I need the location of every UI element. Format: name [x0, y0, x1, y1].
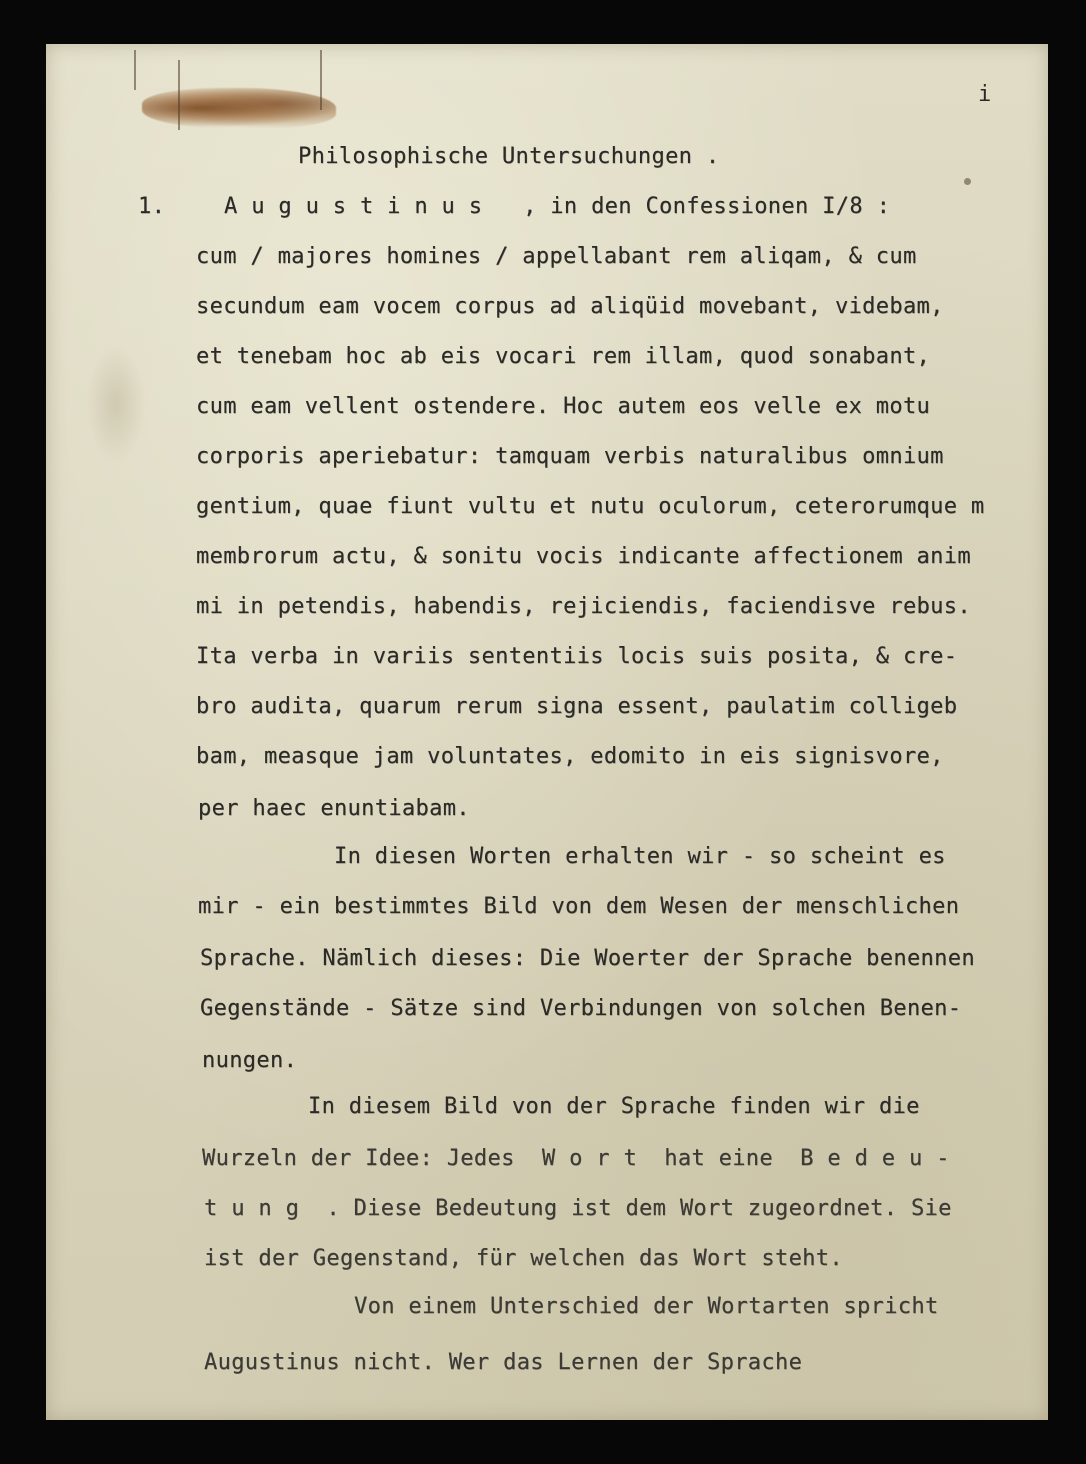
- text-line: Sprache. Nämlich dieses: Die Woerter der Sprache benennen: [200, 946, 975, 971]
- text-line: bam, measque jam voluntates, edomito in eis signisvore,: [196, 744, 944, 769]
- text-line: Augustinus nicht. Wer das Lernen der Sprache: [204, 1350, 803, 1375]
- text-line: Gegenstände - Sätze sind Verbindungen von solchen Benen-: [200, 996, 962, 1021]
- tape-residue: [130, 50, 340, 130]
- text-line: gentium, quae fiunt vultu et nutu oculorum, ceterorumque m: [196, 494, 985, 519]
- text-line: secundum eam vocem corpus ad aliqüid movebant, videbam,: [196, 294, 944, 319]
- text-line: In diesen Worten erhalten wir - so scheint es: [334, 844, 946, 869]
- paper-stain: [86, 344, 146, 464]
- text-line: Wurzeln der Idee: Jedes W o r t hat eine B e d e u -: [202, 1146, 950, 1171]
- text-line: In diesem Bild von der Sprache finden wir die: [308, 1094, 920, 1119]
- text-line: corporis aperiebatur: tamquam verbis naturalibus omnium: [196, 444, 944, 469]
- text-line: t u n g . Diese Bedeutung ist dem Wort zugeordnet. Sie: [204, 1196, 952, 1221]
- typescript-page: [46, 44, 1048, 1420]
- text-line: mi in petendis, habendis, rejiciendis, faciendisve rebus.: [196, 594, 971, 619]
- document-title: Philosophische Untersuchungen .: [298, 144, 720, 169]
- text-line: mir - ein bestimmtes Bild von dem Wesen der menschlichen: [198, 894, 960, 919]
- section-number: 1.: [138, 194, 166, 219]
- text-line: cum eam vellent ostendere. Hoc autem eos velle ex motu: [196, 394, 931, 419]
- text-line: membrorum actu, & sonitu vocis indicante affectionem anim: [196, 544, 971, 569]
- text-line: per haec enuntiabam.: [198, 796, 470, 821]
- text-line: ist der Gegenstand, für welchen das Wort steht.: [204, 1246, 843, 1271]
- text-line: et tenebam hoc ab eis vocari rem illam, quod sonabant,: [196, 344, 931, 369]
- text-line: nungen.: [202, 1048, 298, 1073]
- text-line: bro audita, quarum rerum signa essent, paulatim colligeb: [196, 694, 958, 719]
- text-line: cum / majores homines / appellabant rem aliqam, & cum: [196, 244, 917, 269]
- text-line: Ita verba in variis sententiis locis suis posita, & cre-: [196, 644, 958, 669]
- ink-spot: [964, 178, 971, 185]
- text-line: Von einem Unterschied der Wortarten spricht: [354, 1294, 939, 1319]
- page-number: i: [978, 82, 992, 107]
- text-line: A u g u s t i n u s , in den Confessionen I/8 :: [224, 194, 891, 219]
